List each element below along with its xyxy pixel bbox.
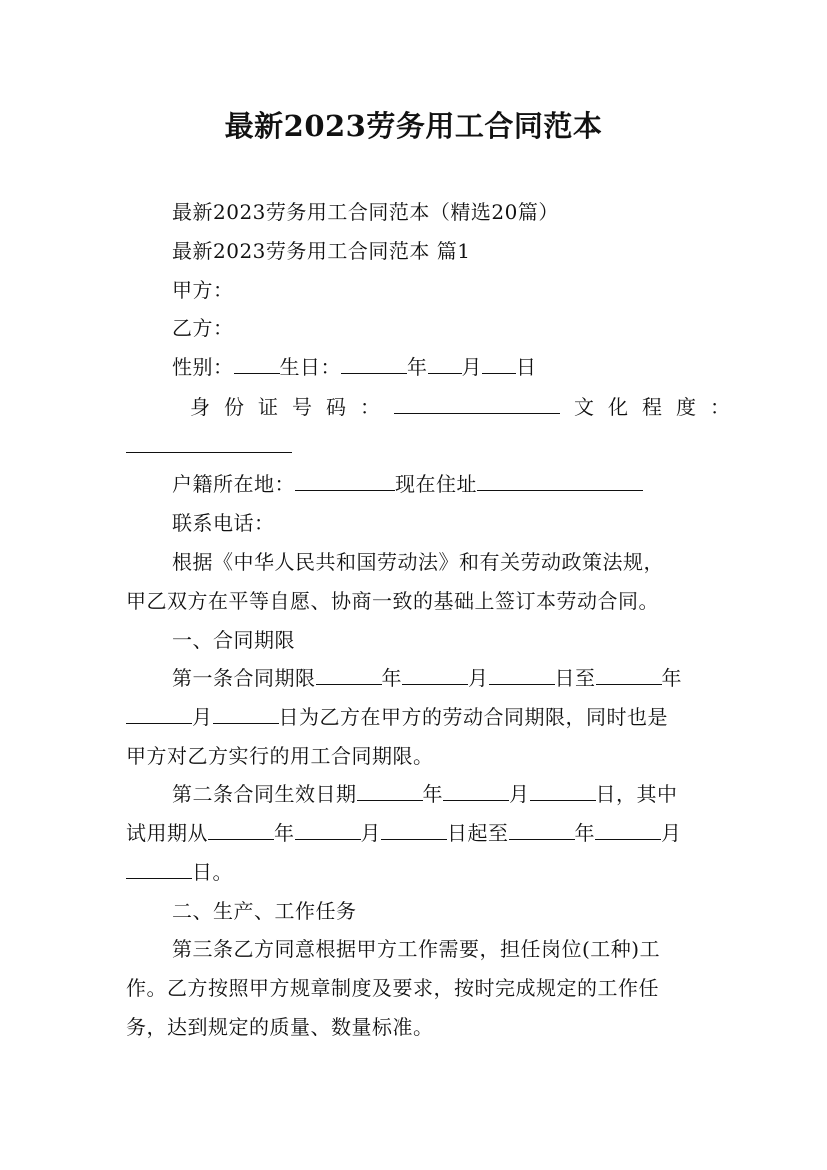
address-label: 现在住址 <box>395 472 477 496</box>
date-blank <box>530 782 596 801</box>
month-label: 月 <box>461 355 482 379</box>
party-a-label: 甲方： <box>172 278 234 302</box>
year-label: 年 <box>407 355 428 379</box>
date-blank <box>402 666 468 685</box>
month-label: 月 <box>661 821 682 845</box>
year-label: 年 <box>381 666 402 690</box>
month-label: 月 <box>468 666 489 690</box>
year-label: 年 <box>274 821 295 845</box>
party-b-label: 乙方： <box>172 316 234 340</box>
phone-label: 联系电话： <box>172 511 275 535</box>
date-blank <box>443 782 509 801</box>
birthday-label: 生日： <box>279 355 341 379</box>
year-label: 年 <box>422 782 443 806</box>
birth-year-blank <box>341 355 407 374</box>
id-number-label: 身份证号码： <box>190 395 394 419</box>
date-blank <box>208 821 274 840</box>
paragraph-line: 甲方对乙方实行的用工合同期限。 <box>126 744 434 768</box>
date-blank <box>595 821 661 840</box>
day-to-label: 日起至 <box>447 821 509 845</box>
household-label: 户籍所在地： <box>172 472 295 496</box>
date-blank <box>213 705 279 724</box>
section-heading-work-tasks: 二、生产、工作任务 <box>172 899 357 923</box>
paragraph-text: 日，其中 <box>595 782 678 806</box>
paragraph-line: 务，达到规定的质量、数量标准。 <box>126 1015 434 1039</box>
month-label: 月 <box>509 782 530 806</box>
address-blank <box>477 472 643 491</box>
education-blank-line <box>126 434 292 458</box>
section-heading-contract-term: 一、合同期限 <box>172 628 295 652</box>
date-blank <box>295 821 361 840</box>
id-education-line <box>190 395 744 419</box>
education-label: 文化程度： <box>574 395 744 419</box>
year-label: 年 <box>574 821 595 845</box>
paragraph-line: 作。乙方按照甲方规章制度及要求，按时完成规定的工作任 <box>126 976 659 1000</box>
birth-month-blank <box>428 355 462 374</box>
article-two-label: 第二条合同生效日期 <box>172 782 357 806</box>
day-label: 日 <box>516 355 537 379</box>
date-blank <box>126 705 192 724</box>
subtitle-line: 最新2023劳务用工合同范本（精选20篇） <box>172 200 559 224</box>
date-blank <box>381 821 447 840</box>
paragraph-line: 第三条乙方同意根据甲方工作需要，担任岗位(工种)工 <box>172 937 661 961</box>
paragraph-line: 甲乙双方在平等自愿、协商一致的基础上签订本劳动合同。 <box>126 589 659 613</box>
date-blank <box>126 860 192 879</box>
day-label: 日。 <box>192 860 233 884</box>
date-blank <box>316 666 382 685</box>
article-one-line-2 <box>126 705 668 729</box>
month-label: 月 <box>360 821 381 845</box>
month-label: 月 <box>192 705 213 729</box>
article-one-label: 第一条合同期限 <box>172 666 316 690</box>
household-blank <box>295 472 395 491</box>
date-blank <box>489 666 555 685</box>
date-blank <box>357 782 423 801</box>
day-to-label: 日至 <box>554 666 596 690</box>
birth-day-blank <box>482 355 516 374</box>
probation-label: 试用期从 <box>126 821 208 845</box>
id-number-blank <box>394 395 560 414</box>
paragraph-line: 根据《中华人民共和国劳动法》和有关劳动政策法规， <box>172 550 664 574</box>
date-blank <box>509 821 575 840</box>
gender-blank <box>234 355 280 374</box>
probation-line-2 <box>126 860 233 884</box>
gender-label: 性别： <box>172 355 234 379</box>
document-title: 最新2023劳务用工合同范本 <box>224 109 603 143</box>
education-blank <box>126 434 292 453</box>
article-one-line <box>172 666 682 690</box>
article-two-line <box>172 782 678 806</box>
residence-line <box>172 472 643 496</box>
probation-line <box>126 821 682 845</box>
paragraph-text: 日为乙方在甲方的劳动合同期限，同时也是 <box>278 705 668 729</box>
year-label: 年 <box>661 666 682 690</box>
date-blank <box>596 666 662 685</box>
gender-birthday-line <box>172 355 537 379</box>
section-heading-line: 最新2023劳务用工合同范本 篇1 <box>172 239 471 263</box>
